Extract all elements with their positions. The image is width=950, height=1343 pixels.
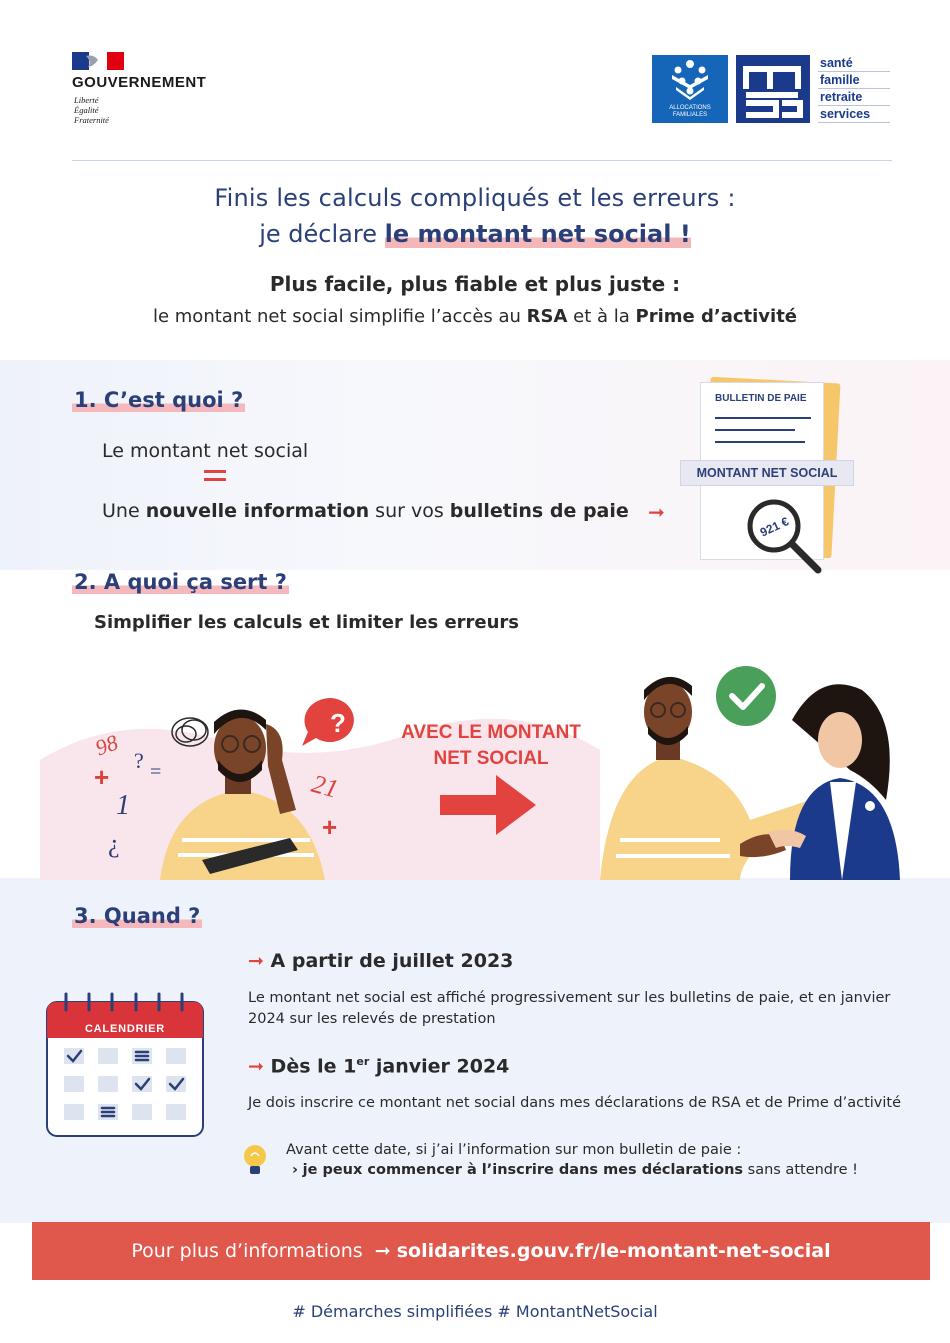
definition-subject: Le montant net social: [102, 440, 309, 462]
payslip-title: BULLETIN DE PAIE: [715, 393, 807, 404]
government-name: GOUVERNEMENT: [72, 74, 207, 91]
intro-text: le montant net social simplifie l’accès au RSA et à la Prime d’activité: [152, 306, 798, 327]
header-divider: [72, 160, 892, 161]
calendar-label: CALENDRIER: [84, 1023, 166, 1035]
timeline-heading-july-2023: ➞ A partir de juillet 2023: [248, 950, 514, 972]
caf-family-icon: [652, 55, 728, 103]
doodle-plus-2: +: [322, 812, 338, 842]
section3-title: 3. Quand ?: [74, 904, 201, 928]
handshake-illustration: [600, 660, 910, 880]
doodle-equals: =: [150, 761, 162, 783]
doodle-plus: +: [94, 762, 110, 792]
timeline-text-july-2023: Le montant net social est affiché progressivement sur les bulletins de paie, et en janvier 2024 sur les relevés de prestation: [248, 990, 891, 1027]
avec-montant-label: AVEC LE MONTANT NET SOCIAL: [401, 722, 581, 769]
tip-line2: › je peux commencer à l’inscrire dans mes déclarations sans attendre !: [292, 1162, 858, 1178]
section2-text: Simplifier les calculs et limiter les erreurs: [94, 612, 520, 633]
definition-text: Une nouvelle information sur vos bulletins de paie: [102, 500, 629, 522]
payslip-amount: 921 €: [757, 514, 791, 540]
doodle-98: 98: [91, 729, 122, 761]
doodle-one: 1: [116, 790, 130, 821]
main-title-line2: je déclare le montant net social !: [259, 220, 691, 248]
confused-person-illustration: [90, 690, 380, 880]
magnifier-icon: [744, 496, 824, 576]
caf-logo: ALLOCATIONS FAMILIALES: [652, 55, 728, 123]
marianne-logo-icon: [72, 52, 124, 70]
question-bubble-icon: ?: [330, 708, 346, 738]
main-title-line1: Finis les calculs compliqués et les erreurs :: [214, 184, 736, 212]
equals-sign-icon: [204, 470, 226, 486]
government-motto: Liberté Égalité Fraternité: [74, 95, 109, 125]
big-arrow-right-icon: [440, 775, 536, 835]
doodle-question: ?: [134, 748, 144, 773]
msa-tagline: santé famille retraite services: [818, 55, 890, 123]
footer-info: Pour plus d’informations ➞ solidarites.gouv.fr/le-montant-net-social: [131, 1240, 831, 1262]
arrow-right-icon: ➞: [648, 500, 665, 524]
section2-title: 2. A quoi ça sert ?: [74, 570, 287, 594]
section1-title: 1. C’est quoi ?: [74, 388, 244, 412]
info-url-link[interactable]: solidarites.gouv.fr/le-montant-net-social: [396, 1240, 831, 1262]
calendar-icon: [46, 992, 204, 1138]
subtitle: Plus facile, plus fiable et plus juste :: [269, 272, 681, 296]
hashtags: # Démarches simplifiées # MontantNetSocial: [292, 1302, 658, 1321]
lightbulb-icon: [240, 1142, 270, 1178]
doodle-21: 21: [308, 768, 342, 804]
timeline-text-january-2024: Je dois inscrire ce montant net social dans mes déclarations de RSA et de Prime d’activité: [248, 1095, 902, 1111]
msa-logo-icon: [736, 55, 810, 123]
timeline-heading-january-2024: ➞ Dès le 1er janvier 2024: [248, 1055, 510, 1078]
payslip-badge: MONTANT NET SOCIAL: [680, 460, 854, 486]
tip-line1: Avant cette date, si j’ai l’information sur mon bulletin de paie :: [286, 1142, 742, 1158]
doodle-inverted-question: ¿: [108, 829, 120, 858]
